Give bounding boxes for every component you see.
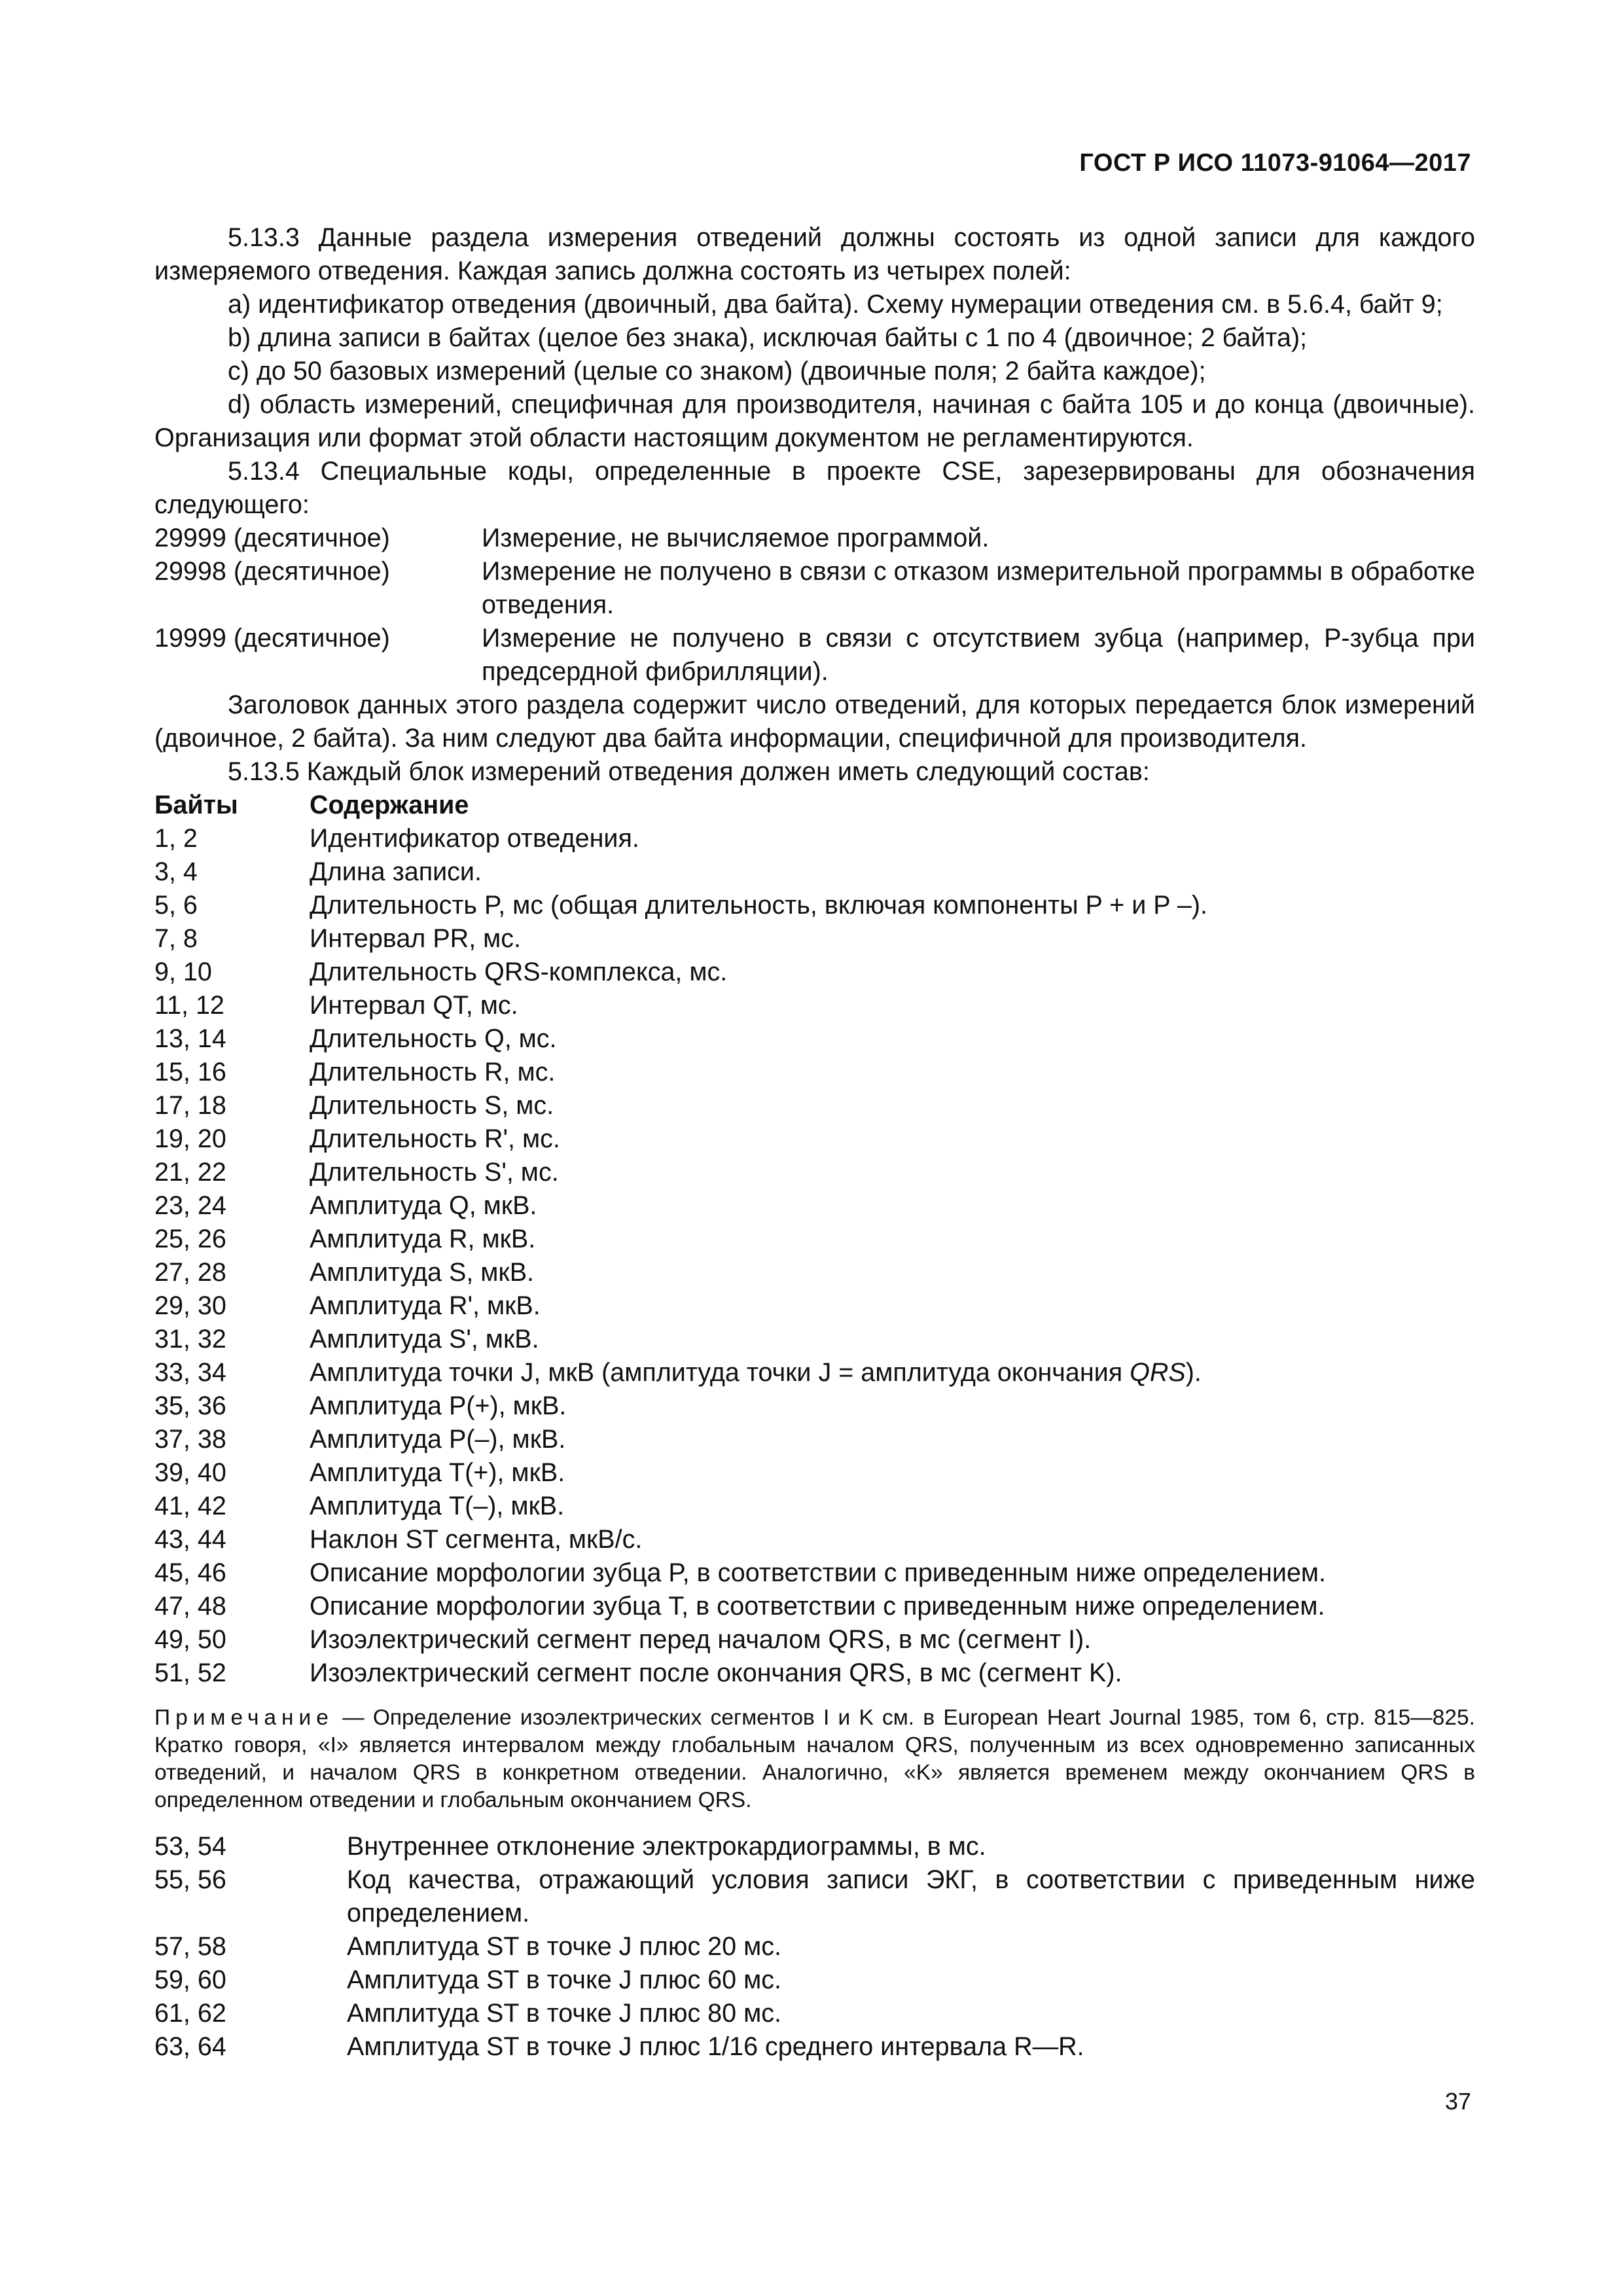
table-row [154, 1456, 1475, 1490]
special-code-row [154, 555, 1475, 622]
table-row [154, 855, 1475, 889]
bytes-cell: 53, 54 [154, 1832, 226, 1861]
special-code-row [154, 522, 1475, 555]
table-row [154, 1657, 1475, 1690]
content-cell: Идентификатор отведения. [310, 824, 639, 853]
special-code: 29998 (десятичное) [154, 557, 390, 586]
bytes-cell: 27, 28 [154, 1258, 226, 1287]
table-row [154, 1830, 1475, 1863]
content-cell: Амплитуда S', мкВ. [310, 1325, 539, 1354]
bytes-cell: 59, 60 [154, 1965, 226, 1994]
bytes-cell: 1, 2 [154, 824, 198, 853]
column-header-bytes: Байты [154, 791, 238, 819]
bytes-cell: 63, 64 [154, 2032, 226, 2061]
content-cell: Длительность Q, мс. [310, 1024, 557, 1053]
table-row [154, 822, 1475, 855]
special-code: 19999 (десятичное) [154, 624, 390, 653]
document-header: ГОСТ Р ИСО 11073-91064—2017 [1079, 149, 1471, 177]
note-label: Примечание [154, 1706, 334, 1730]
bytes-cell: 55, 56 [154, 1865, 226, 1894]
bytes-cell: 9, 10 [154, 958, 212, 986]
bytes-cell: 15, 16 [154, 1058, 226, 1086]
table-row [154, 1523, 1475, 1556]
bytes-table [154, 789, 1475, 1690]
content-cell: Интервал PR, мс. [310, 924, 522, 953]
table-row [154, 889, 1475, 922]
table-row [154, 1556, 1475, 1590]
content-cell: Длительность P, мс (общая длительность, включая компоненты P + и P –). [310, 891, 1207, 920]
bytes-cell: 57, 58 [154, 1932, 226, 1961]
content-cell: Амплитуда ST в точке J плюс 80 мс. [347, 1999, 781, 2028]
bytes-cell: 39, 40 [154, 1458, 226, 1487]
paragraph-5-13-4: 5.13.4 Специальные коды, определенные в проекте CSE, зарезервированы для обозначения следующего: [154, 457, 1475, 519]
content-cell: Изоэлектрический сегмент перед началом QRS, в мс (сегмент I). [310, 1625, 1092, 1654]
bytes-table-body [154, 822, 1475, 1690]
content-cell: Длительность S', мс. [310, 1158, 559, 1187]
table-row [154, 922, 1475, 956]
content-cell: Амплитуда S, мкВ. [310, 1258, 535, 1287]
special-code-row [154, 622, 1475, 689]
content-cell: Амплитуда R, мкВ. [310, 1225, 536, 1253]
content-cell: Внутреннее отклонение электрокардиограммы, в мс. [347, 1832, 986, 1861]
bytes-cell: 29, 30 [154, 1291, 226, 1320]
paragraph-header-info: Заголовок данных этого раздела содержит число отведений, для которых передается блок измерений (двоичное, 2 байта). За ним следуют два байта информации, специфичной для производителя. [154, 691, 1475, 753]
table-row [154, 1189, 1475, 1223]
paragraph-5-13-5: 5.13.5 Каждый блок измерений отведения должен иметь следующий состав: [228, 757, 1150, 786]
content-cell: Длительность S, мс. [310, 1091, 554, 1120]
bytes-cell: 45, 46 [154, 1558, 226, 1587]
content-cell: Изоэлектрический сегмент после окончания QRS, в мс (сегмент K). [310, 1659, 1122, 1687]
special-code: 29999 (десятичное) [154, 524, 390, 552]
bytes-cell: 47, 48 [154, 1592, 226, 1621]
list-item-b: b) длина записи в байтах (целое без знака), исключая байты с 1 по 4 (двоичное; 2 байта); [228, 323, 1308, 352]
table-row [154, 1089, 1475, 1122]
content-cell: Амплитуда ST в точке J плюс 20 мс. [347, 1932, 781, 1961]
bytes-cell: 11, 12 [154, 991, 224, 1020]
bytes-cell: 31, 32 [154, 1325, 226, 1354]
content-cell: Амплитуда T(–), мкВ. [310, 1492, 565, 1520]
content-cell: Наклон ST сегмента, мкВ/с. [310, 1525, 643, 1554]
content-cell: Описание морфологии зубца T, в соответствии с приведенным ниже определением. [310, 1592, 1325, 1621]
bytes-cell: 19, 20 [154, 1124, 226, 1153]
bytes-cell: 41, 42 [154, 1492, 226, 1520]
content-tail: ). [1185, 1358, 1202, 1387]
page-number: 37 [1444, 2088, 1471, 2115]
content-cell: Длительность R', мс. [310, 1124, 560, 1153]
table-row [154, 1423, 1475, 1456]
table-row [154, 1863, 1475, 1930]
content-italic: QRS [1130, 1358, 1186, 1387]
table-row [154, 1156, 1475, 1189]
content-cell: Амплитуда Q, мкВ. [310, 1191, 537, 1220]
table-row [154, 1590, 1475, 1623]
bytes-table-continued [154, 1830, 1475, 2064]
content-cell: Длина записи. [310, 857, 482, 886]
content-cell: Амплитуда ST в точке J плюс 60 мс. [347, 1965, 781, 1994]
special-code-description: Измерение не получено в связи с отказом измерительной программы в обработке отведения. [482, 557, 1475, 619]
content-cell: Амплитуда P(–), мкВ. [310, 1425, 566, 1454]
table-row [154, 956, 1475, 989]
content-text: Амплитуда точки J, мкВ (амплитуда точки J = амплитуда окончания [310, 1358, 1130, 1387]
document-body [154, 221, 1475, 2064]
bytes-cell: 23, 24 [154, 1191, 226, 1220]
bytes-table-header [154, 789, 1475, 822]
content-cell: Длительность QRS-комплекса, мс. [310, 958, 728, 986]
content-cell: Описание морфологии зубца P, в соответствии с приведенным ниже определением. [310, 1558, 1327, 1587]
content-cell [310, 1356, 1202, 1390]
table-row [154, 1323, 1475, 1356]
table-row [154, 2030, 1475, 2064]
list-item-c: c) до 50 базовых измерений (целые со знаком) (двоичные поля; 2 байта каждое); [228, 357, 1206, 386]
table-row [154, 1390, 1475, 1423]
content-cell: Амплитуда ST в точке J плюс 1/16 среднего интервала R—R. [347, 2032, 1084, 2061]
paragraph-5-13-3: 5.13.3 Данные раздела измерения отведений должны состоять из одной записи для каждого измеряемого отведения. Каждая запись должна состоять из четырех полей: [154, 223, 1475, 285]
special-code-description: Измерение, не вычисляемое программой. [482, 524, 990, 552]
bytes-cell: 25, 26 [154, 1225, 226, 1253]
bytes-cell: 13, 14 [154, 1024, 226, 1053]
table-row [154, 989, 1475, 1022]
table-row [154, 1122, 1475, 1156]
bytes-cell: 61, 62 [154, 1999, 226, 2028]
note-text: — Определение изоэлектрических сегментов I и K см. в European Heart Journal 1985, том 6, стр. 815—825. Кратко говоря, «I» является интервалом между глобальным началом QRS, полученным из всех одновременно записанных отведений, и началом QRS в конкретном отведении. Аналогично, «K» является временем между окончанием QRS в определенном отведении и глобальным окончанием QRS. [154, 1706, 1475, 1812]
list-item-a: a) идентификатор отведения (двоичный, два байта). Схему нумерации отведения см. в 5.6.4, байт 9; [228, 290, 1443, 319]
bytes-cell: 49, 50 [154, 1625, 226, 1654]
bytes-cell: 5, 6 [154, 891, 198, 920]
bytes-cell: 3, 4 [154, 857, 198, 886]
table-row [154, 1022, 1475, 1056]
table-row [154, 1056, 1475, 1089]
content-cell: Код качества, отражающий условия записи ЭКГ, в соответствии с приведенным ниже определением. [347, 1865, 1475, 1928]
special-codes-list [154, 522, 1475, 689]
note [154, 1704, 1475, 1814]
column-header-content: Содержание [310, 791, 469, 819]
table-row [154, 1356, 1475, 1390]
special-code-description: Измерение не получено в связи с отсутствием зубца (например, P-зубца при предсердной фибрилляции). [482, 624, 1475, 686]
content-cell: Амплитуда R', мкВ. [310, 1291, 541, 1320]
table-row [154, 1997, 1475, 2030]
table-row [154, 1256, 1475, 1289]
content-cell: Интервал QT, мс. [310, 991, 518, 1020]
bytes-cell: 17, 18 [154, 1091, 226, 1120]
bytes-cell: 37, 38 [154, 1425, 226, 1454]
content-cell: Амплитуда T(+), мкВ. [310, 1458, 565, 1487]
bytes-cell: 35, 36 [154, 1391, 226, 1420]
bytes-cell: 51, 52 [154, 1659, 226, 1687]
table-row [154, 1223, 1475, 1256]
bytes-cell: 43, 44 [154, 1525, 226, 1554]
list-item-d: d) область измерений, специфичная для производителя, начиная с байта 105 и до конца (двоичные). Организация или формат этой области настоящим документом не регламентируются. [154, 390, 1475, 452]
bytes-cell: 21, 22 [154, 1158, 226, 1187]
table-row [154, 1623, 1475, 1657]
bytes-cell: 7, 8 [154, 924, 198, 953]
table-row [154, 1930, 1475, 1964]
table-row [154, 1490, 1475, 1523]
table-row [154, 1289, 1475, 1323]
table-row [154, 1964, 1475, 1997]
content-cell: Длительность R, мс. [310, 1058, 556, 1086]
content-cell: Амплитуда P(+), мкВ. [310, 1391, 567, 1420]
bytes-cell: 33, 34 [154, 1358, 226, 1387]
